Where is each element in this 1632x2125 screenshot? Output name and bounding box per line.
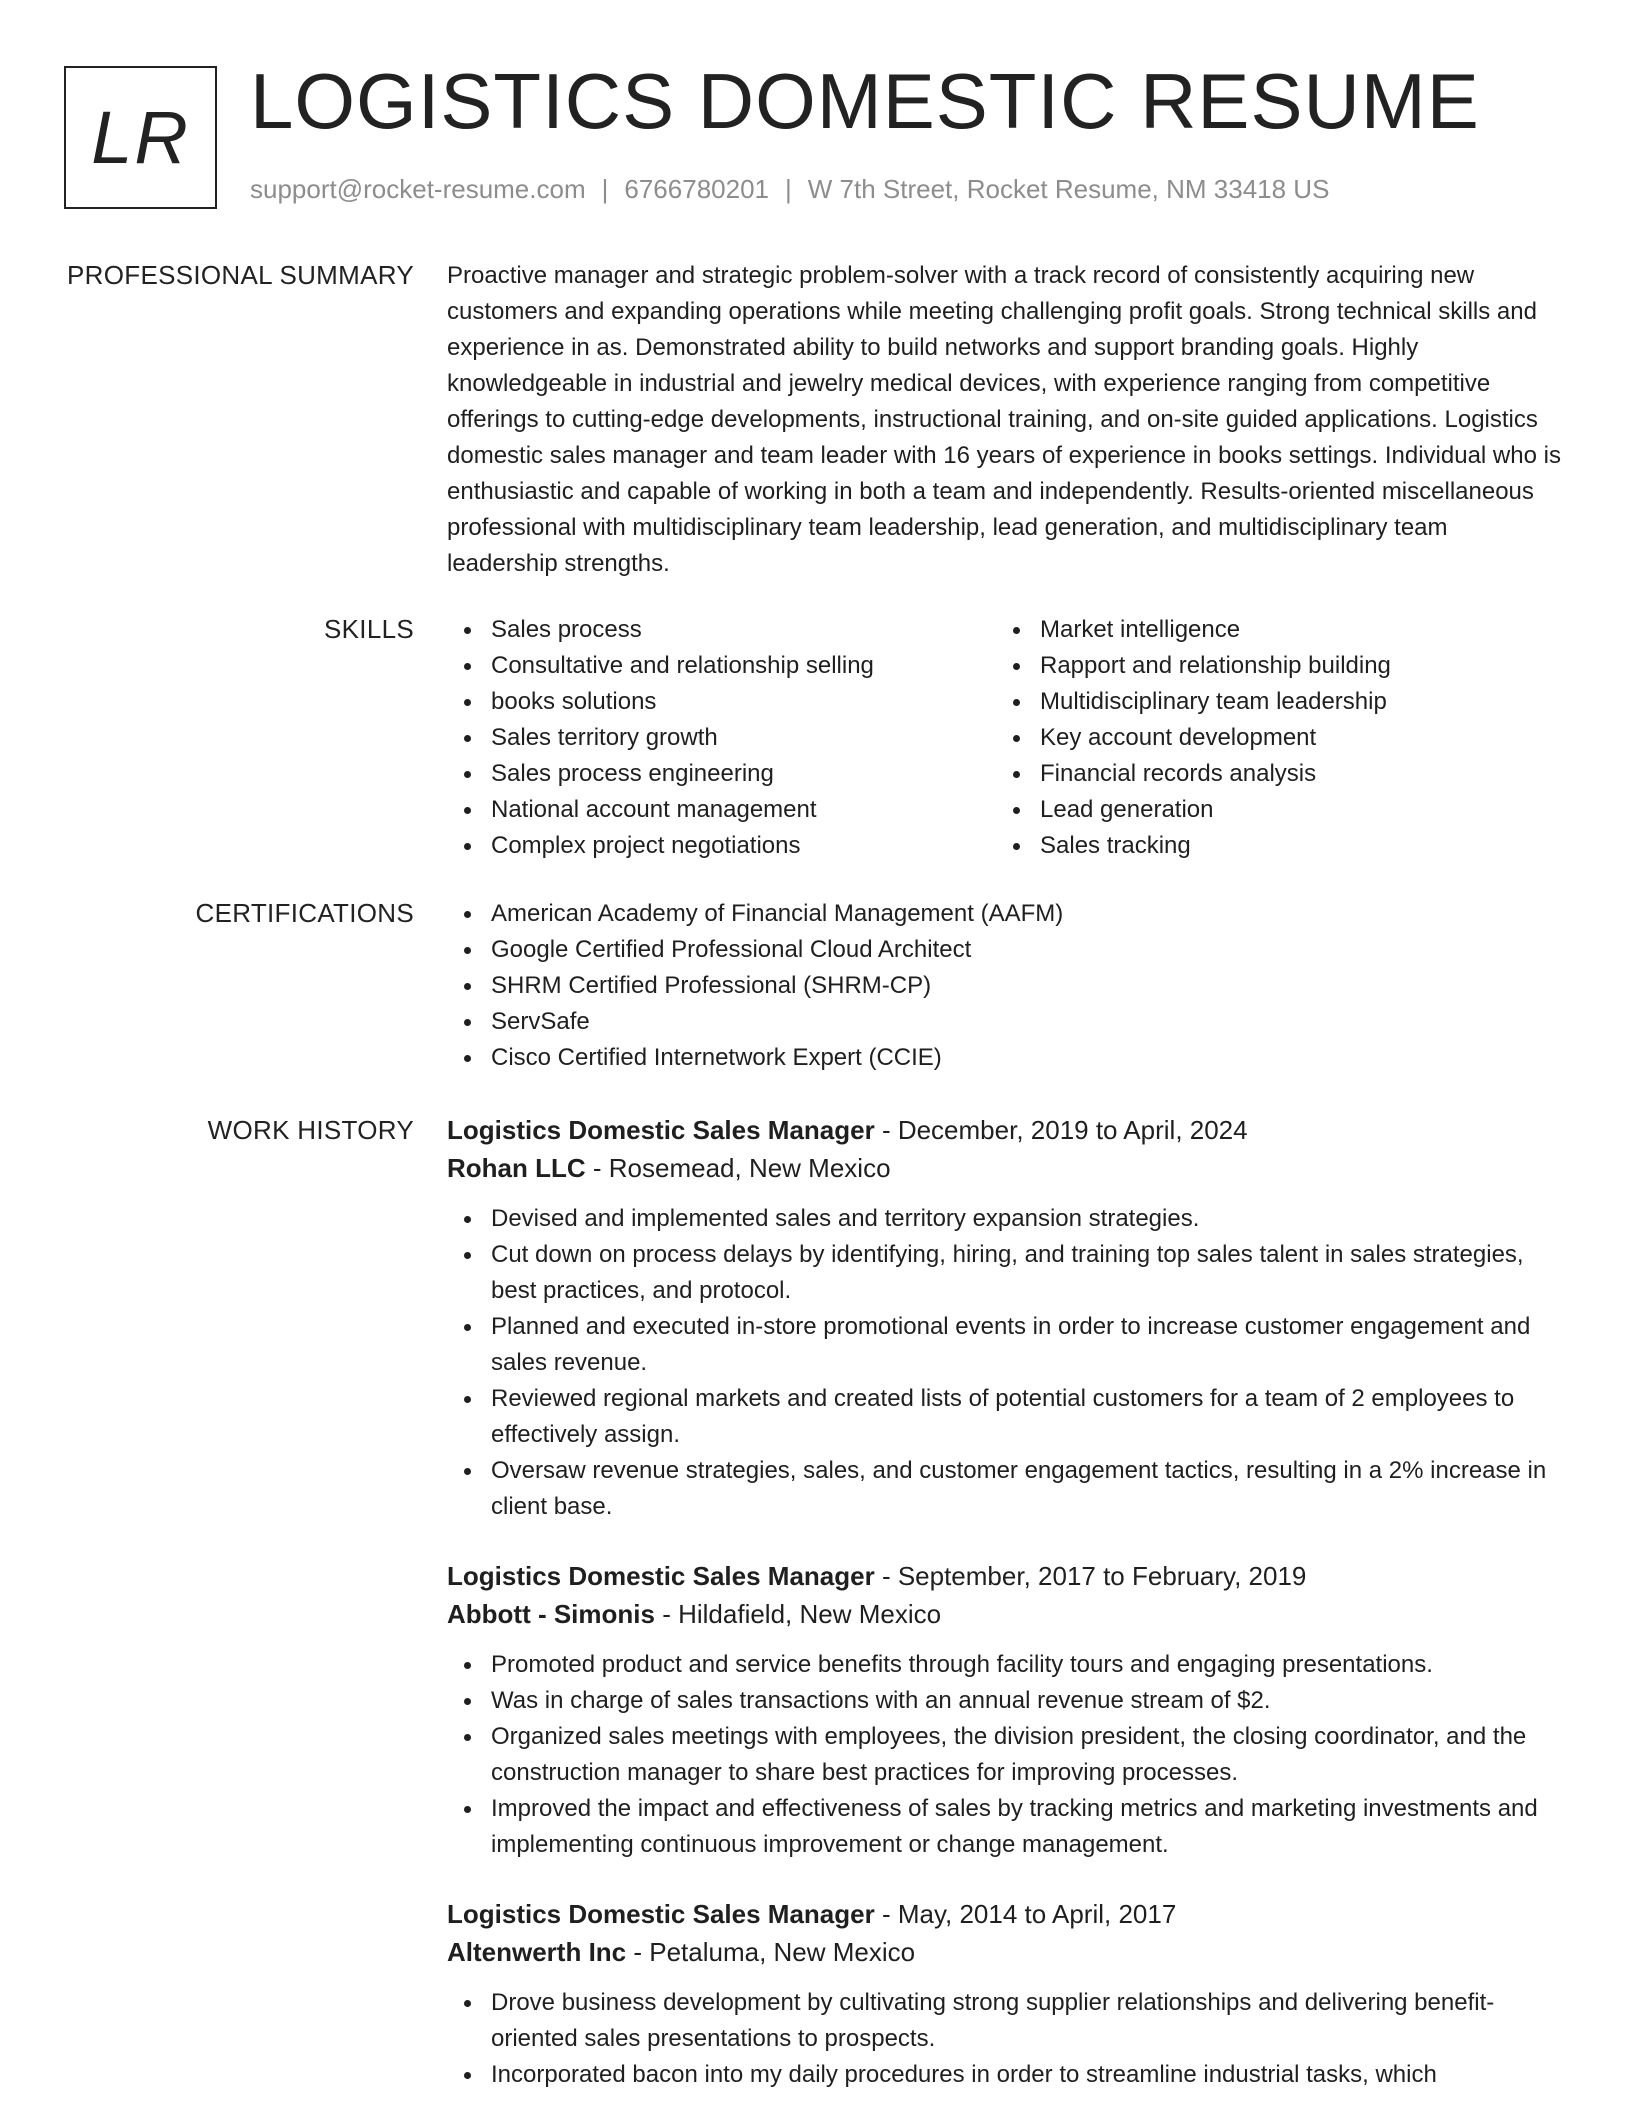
certification-item: Cisco Certified Internetwork Expert (CCIE): [447, 1040, 1562, 1076]
job-bullet: Reviewed regional markets and created lists of potential customers for a team of 2 employees to effectively assign.: [447, 1381, 1562, 1453]
job-company: Altenwerth Inc: [447, 1937, 627, 1967]
job-dates: - September, 2017 to February, 2019: [874, 1561, 1307, 1591]
work-history-body: [447, 1111, 1562, 2125]
job-company-line: [447, 1933, 1562, 1971]
job-bullet: Organized sales meetings with employees, the division president, the closing coordinator, and the construction manager to share best practices for improving processes.: [447, 1719, 1562, 1791]
contact-line: [250, 174, 1329, 205]
job-dates: - December, 2019 to April, 2024: [874, 1115, 1248, 1145]
section-label-skills: SKILLS: [324, 614, 414, 644]
skill-item: Sales process: [447, 612, 996, 648]
job-location: - Rosemead, New Mexico: [585, 1153, 891, 1183]
job-title-line: [447, 1895, 1562, 1933]
skill-item: Complex project negotiations: [447, 828, 996, 864]
section-label-summary: PROFESSIONAL SUMMARY: [67, 260, 414, 290]
job-entry: [447, 1895, 1562, 2093]
certification-item: Google Certified Professional Cloud Architect: [447, 932, 1562, 968]
job-bullet: Was in charge of sales transactions with an annual revenue stream of $2.: [447, 1683, 1562, 1719]
job-bullets: [447, 1201, 1562, 1525]
job-bullet: Promoted product and service benefits through facility tours and engaging presentations.: [447, 1647, 1562, 1683]
job-title-line: [447, 1111, 1562, 1149]
contact-phone[interactable]: 6766780201: [624, 174, 769, 204]
skill-item: books solutions: [447, 684, 996, 720]
job-title: Logistics Domestic Sales Manager: [447, 1115, 875, 1145]
job-title: Logistics Domestic Sales Manager: [447, 1561, 875, 1591]
job-bullet: Drove business development by cultivating strong supplier relationships and delivering benefit-oriented sales presentations to prospects.: [447, 1985, 1562, 2057]
contact-separator: |: [785, 174, 792, 204]
skill-item: Sales territory growth: [447, 720, 996, 756]
skills-left-list: [447, 612, 996, 864]
job-bullet: Improved the impact and effectiveness of sales by tracking metrics and marketing investments and implementing continuous improvement or change management.: [447, 1791, 1562, 1863]
certification-item: American Academy of Financial Management (AAFM): [447, 896, 1562, 932]
skills-right-list: [996, 612, 1545, 864]
job-bullet: Cut down on process delays by identifying, hiring, and training top sales talent in sales strategies, best practices, and protocol.: [447, 1237, 1562, 1309]
job-title: Logistics Domestic Sales Manager: [447, 1899, 875, 1929]
job-entry: [447, 1557, 1562, 1863]
job-company-line: [447, 1149, 1562, 1187]
job-dates: - May, 2014 to April, 2017: [874, 1899, 1177, 1929]
job-bullets: [447, 1985, 1562, 2093]
skill-item: Financial records analysis: [996, 756, 1545, 792]
job-title-line: [447, 1557, 1562, 1595]
contact-email[interactable]: support@rocket-resume.com: [250, 174, 586, 204]
skill-item: Multidisciplinary team leadership: [996, 684, 1545, 720]
skills-body: [447, 612, 1562, 864]
job-entry: [447, 1111, 1562, 1525]
job-company-line: [447, 1595, 1562, 1633]
contact-separator: |: [601, 174, 609, 204]
certification-item: ServSafe: [447, 1004, 1562, 1040]
skill-item: Lead generation: [996, 792, 1545, 828]
job-bullet: Devised and implemented sales and territory expansion strategies.: [447, 1201, 1562, 1237]
resume-title: LOGISTICS DOMESTIC RESUME: [250, 57, 1480, 145]
summary-text: Proactive manager and strategic problem-solver with a track record of consistently acquiring new customers and expanding operations while meeting challenging profit goals. Strong technical skills and experience in as. Demonstrated ability to build networks and support branding goals. Highly knowledgeable in industrial and jewelry medical devices, with experience ranging from competitive offerings to cutting-edge developments, instructional training, and on-site guided applications. Logistics domestic sales manager and team leader with 16 years of experience in books settings. Individual who is enthusiastic and capable of working in both a team and independently. Results-oriented miscellaneous professional with multidisciplinary team leadership, lead generation, and multidisciplinary team leadership strengths.: [447, 262, 1561, 577]
job-location: - Petaluma, New Mexico: [626, 1937, 916, 1967]
certifications-list: [447, 896, 1562, 1076]
job-company: Rohan LLC: [447, 1153, 586, 1183]
job-company: Abbott - Simonis: [447, 1599, 655, 1629]
certification-item: SHRM Certified Professional (SHRM-CP): [447, 968, 1562, 1004]
skill-item: Consultative and relationship selling: [447, 648, 996, 684]
job-bullet: Planned and executed in-store promotional events in order to increase customer engagement and sales revenue.: [447, 1309, 1562, 1381]
certifications-body: [447, 896, 1562, 1076]
job-bullets: [447, 1647, 1562, 1863]
contact-address: W 7th Street, Rocket Resume, NM 33418 US: [807, 174, 1330, 204]
job-bullet: Incorporated bacon into my daily procedures in order to streamline industrial tasks, which: [447, 2057, 1562, 2093]
monogram-logo: LR: [64, 66, 217, 209]
skill-item: Market intelligence: [996, 612, 1545, 648]
skill-item: Key account development: [996, 720, 1545, 756]
skill-item: Rapport and relationship building: [996, 648, 1545, 684]
skill-item: National account management: [447, 792, 996, 828]
skill-item: Sales tracking: [996, 828, 1545, 864]
section-label-certifications: CERTIFICATIONS: [195, 898, 414, 928]
skill-item: Sales process engineering: [447, 756, 996, 792]
job-location: - Hildafield, New Mexico: [654, 1599, 942, 1629]
summary-body: [447, 258, 1562, 582]
job-bullet: Oversaw revenue strategies, sales, and customer engagement tactics, resulting in a 2% increase in client base.: [447, 1453, 1562, 1525]
section-label-work-history: WORK HISTORY: [207, 1115, 414, 1145]
